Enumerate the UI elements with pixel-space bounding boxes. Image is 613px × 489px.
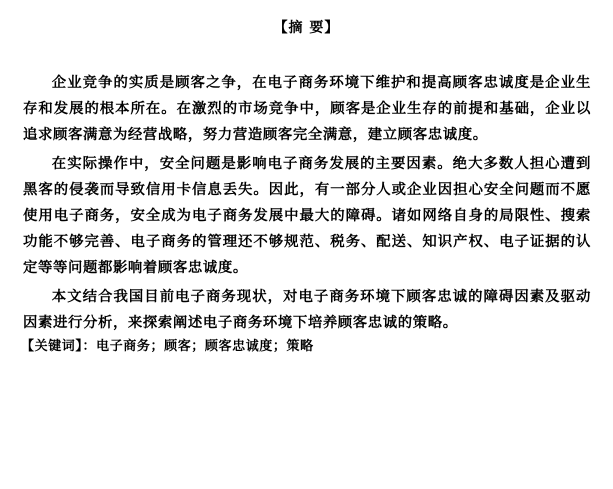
abstract-paragraph-3: 本文结合我国目前电子商务现状，对电子商务环境下顾客忠诚的障碍因素及驱动因素进行分析，来探索阐述电子商务环境下培养顾客忠诚的策略。 [23, 289, 591, 331]
abstract-paragraph-1: 企业竞争的实质是顾客之争，在电子商务环境下维护和提高顾客忠诚度是企业生存和发展的根本所在。在激烈的市场竞争中，顾客是企业生存的前提和基础，企业以追求顾客满意为经营战略，努力营造顾客完全满意，建立顾客忠诚度。 [23, 75, 591, 143]
abstract-paragraph-2: 在实际操作中，安全问题是影响电子商务发展的主要因素。绝大多数人担心遭到黑客的侵袭而导致信用卡信息丢失。因此，有一部分人或企业因担心安全问题而不愿使用电子商务，安全成为电子商务发展中最大的障碍。诸如网络自身的局限性、搜索功能不够完善、电子商务的管理还不够规范、税务、配送、知识产权、电子证据的认定等等问题都影响着顾客忠诚度。 [23, 156, 591, 276]
abstract-heading: 【摘 要】 [273, 20, 340, 36]
abstract-body [23, 70, 591, 358]
keywords-line: 【关键词】：电子商务；顾客；顾客忠诚度；策略 [21, 339, 314, 354]
